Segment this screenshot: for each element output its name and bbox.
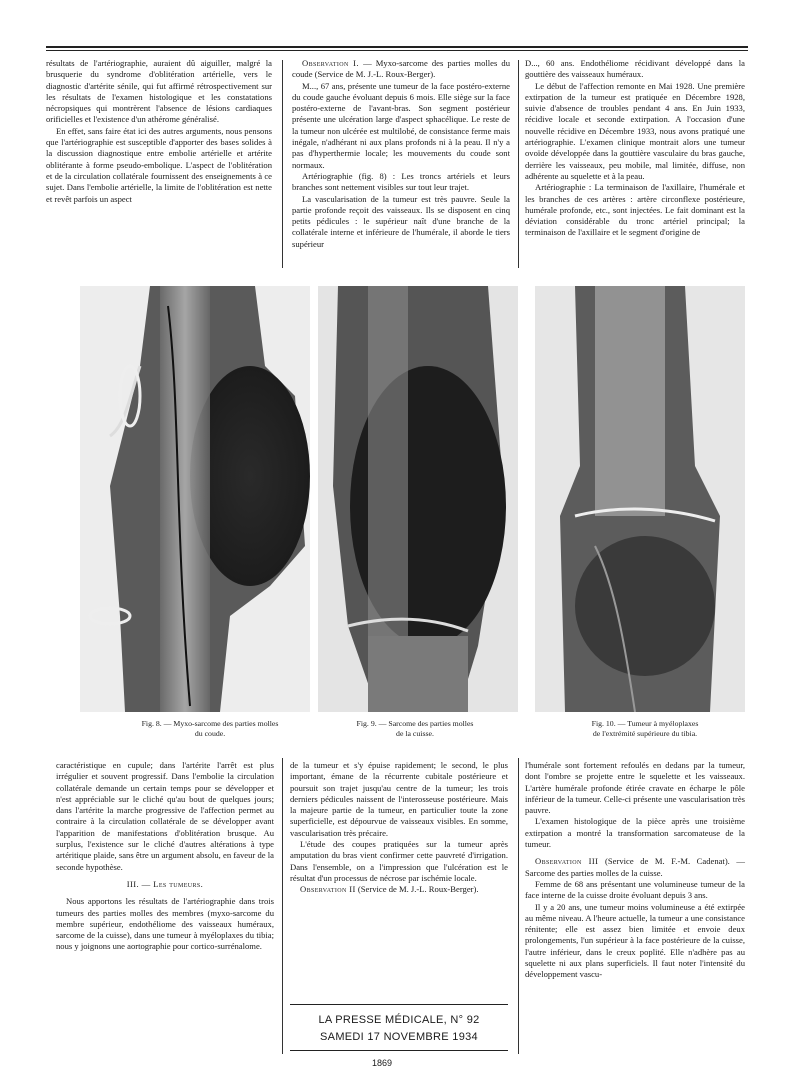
column-separator (518, 60, 519, 268)
paragraph: caractéristique en cupule; dans l'artérite l'arrêt est plus irrégulier et souvent progressif. Dans l'embolie la circulation collatérale demande un certain temps pour se développer et n'est appréciable sur le cliché qu'au bout de quelques jours; dans l'artérite la marche progressive de l'affection permet au contraire à la circulation collatérale de se développer avant l'apparition de manifestations d'oblitération brusque. Au surplus, l'existence sur le cliché d'autres altérations à type artéritique plaide, sans être un argument absolu, en faveur de la seconde hypothèse. (56, 760, 274, 872)
observation-heading (290, 884, 508, 895)
figure-9-caption (325, 719, 505, 739)
paragraph: de la tumeur et s'y épuise rapidement; le second, le plus important, émane de la récurrente cubitale postérieure et poursuit son trajet jusqu'au centre de la tumeur; les trois derniers pédicules naissent de l'interosseuse postérieure. Mais la majeure partie de la tumeur, en particulier toute la zone superficielle, est dépourvue de vaisseaux visibles. En somme, vascularisation très précaire. (290, 760, 508, 838)
caption-line: Fig. 8. — Myxo-sarcome des parties molles (141, 719, 279, 728)
footer-rule (290, 1050, 508, 1051)
paragraph: L'étude des coupes pratiquées sur la tumeur après amputation du bras vient confirmer cette pauvreté d'irrigation. Dans l'ensemble, on a l'impression que l'ulcération est le résultat d'un processus de nécrose par ischémie locale. (290, 839, 508, 883)
figure-8-caption (110, 719, 310, 739)
observation-title: — Myxo-sarcome des parties molles du coude (Service de M. J.-L. Roux-Berger). (292, 58, 510, 80)
footer-rule (290, 1004, 508, 1005)
journal-date: SAMEDI 17 NOVEMBRE 1934 (320, 1031, 478, 1043)
paragraph: En effet, sans faire état ici des autres arguments, nous pensons que l'artériographie est susceptible d'apporter des bases solides à la discussion diagnostique entre embolie artérielle et artérite oblitérante à forme pseudo-embolique. L'aspect de l'oblitération et de la circulation collatérale fournissent des enseignements à ce sujet. Dans l'embolie artérielle, la limite de l'oblitération est nette et revêt parfois un aspect (46, 125, 272, 204)
observation-label: Observation III (535, 856, 599, 867)
caption-line: du coude. (194, 729, 226, 738)
column-3-bottom (525, 760, 745, 981)
observation-label: Observation I. (302, 58, 359, 68)
figure-8-xray (80, 286, 310, 712)
observation-heading (292, 58, 510, 81)
paragraph: Nous apportons les résultats de l'artériographie dans trois tumeurs des parties molles des membres (myxo-sarcome du membre supérieur, endothéliome des vaisseaux huméraux, sarcome de la cuisse), dans une tumeur à myéloplaxes du tibia; nous y joignons une aortographie pour cortico-surrénalome. (56, 896, 274, 952)
journal-footer (290, 1012, 508, 1046)
page-number: 1869 (372, 1058, 393, 1068)
caption-line: Fig. 9. — Sarcome des parties molles (356, 719, 474, 728)
observation-heading (525, 856, 745, 879)
column-separator (518, 758, 519, 1054)
column-2-bottom (290, 760, 508, 896)
figure-10-xray (535, 286, 745, 712)
paragraph: résultats de l'artériographie, auraient dû aiguiller, malgré la brusquerie du syndrome d'oblitération artérielle, vers le diagnostic d'artérite sénile, qui fut affirmé rétrospectivement sur les résultats de l'examen histologique et les constatations nécropsiques qui montrèrent l'absence de lésions cardiaques orificielles et l'existence d'un athérome généralisé. (46, 58, 272, 125)
observation-title: (Service de M. J.-L. Roux-Berger). (355, 884, 479, 895)
column-separator (282, 758, 283, 1054)
journal-name: LA PRESSE MÉDICALE, N° 92 (318, 1014, 480, 1026)
paragraph: Le début de l'affection remonte en Mai 1928. Une première extirpation de la tumeur est pratiquée en Décembre 1928, suivie d'absence de troubles pendant 4 ans. En Juin 1933, récidive locale et seconde extirpation. A l'occasion d'une nouvelle récidive en Décembre 1933, nous avons pratiqué une artériographie. L'examen clinique montrait alors une tumeur ovoïde développée dans la gouttière vasculaire du bras gauche, derrière les vaisseaux, peu mobile, mal limitée, diffuse, non adhérente au squelette et à la peau. (525, 80, 745, 181)
paragraph: Femme de 68 ans présentant une volumineuse tumeur de la face interne de la cuisse droite évoluant depuis 3 ans. (525, 878, 745, 901)
column-2-top (292, 58, 510, 250)
paragraph: D..., 60 ans. Endothéliome récidivant développé dans la gouttière des vaisseaux huméraux. (525, 58, 745, 80)
figure-9-xray (318, 286, 518, 712)
top-rule (46, 46, 748, 48)
figure-10-caption (545, 719, 745, 739)
top-rule-thin (46, 50, 748, 51)
observation-label: Observation II (300, 884, 356, 895)
caption-line: Fig. 10. — Tumeur à myéloplaxes (591, 719, 699, 728)
section-heading: III. — Les tumeurs. (126, 878, 204, 889)
column-1-top (46, 58, 272, 205)
paragraph: L'examen histologique de la pièce après une troisième extirpation a montré la transformation sarcomateuse de la tumeur. (525, 816, 745, 850)
column-3-top (525, 58, 745, 239)
column-separator (282, 60, 283, 268)
paragraph: Il y a 20 ans, une tumeur moins volumineuse a été extirpée au même niveau. A l'heure actuelle, la tumeur a une consistance rénitente; elle est assez bien limitée et envoie deux prolongements, l'un supérieur à la face postérieure de la cuisse, l'autre inférieur, dans le creux poplité. Elle n'adhère pas au squelette ni aux plans superficiels. Il faut noter l'intensité du développement vascu- (525, 901, 745, 980)
paragraph: Artériographie : La terminaison de l'axillaire, l'humérale et les branches de ces artères : artère circonflexe postérieure, humérale profonde, etc., sont injectées. Le fait dominant est la déviation considérable du tronc artériel principal; la terminaison de l'axillaire et le segment d'origine de (525, 182, 745, 238)
column-1-bottom (56, 760, 274, 953)
caption-line: de l'extrémité supérieure du tibia. (592, 729, 698, 738)
caption-line: de la cuisse. (396, 729, 434, 738)
paragraph: l'humérale sont fortement refoulés en dedans par la tumeur, dont l'ombre se projette entre le squelette et les vaisseaux. L'artère humérale profonde étirée cravate en écharpe le pôle inférieur de la tumeur. Celle-ci présente une vascularisation très pauvre. (525, 760, 745, 816)
paragraph: M..., 67 ans, présente une tumeur de la face postéro-externe du coude gauche évoluant depuis 6 mois. Elle siège sur la face postéro-externe de l'avant-bras. Son segment postérieur présente une ulcération large d'aspect sphacélique. Le reste de la tumeur non ulcérée est multilobé, de consistance ferme mais inégale, n'adhérant ni aux plans profonds ni à la peau. Il n'y a pas d'hyperthermie locale; les mouvements du coude sont normaux. (292, 80, 510, 170)
observation-title: (Service de M. F.-M. Cadenat). — Sarcome des parties molles de la cuisse. (525, 856, 745, 878)
paragraph: La vascularisation de la tumeur est très pauvre. Seule la partie profonde reçoit des vaisseaux. Ils se disposent en cinq petits pédicules : le supérieur naît d'une branche de la collatérale interne et inférieure de l'humérale, il aborde le tiers supérieur (292, 193, 510, 249)
paragraph: Artériographie (fig. 8) : Les troncs artériels et leurs branches sont nettement visibles sur tout leur trajet. (292, 170, 510, 193)
